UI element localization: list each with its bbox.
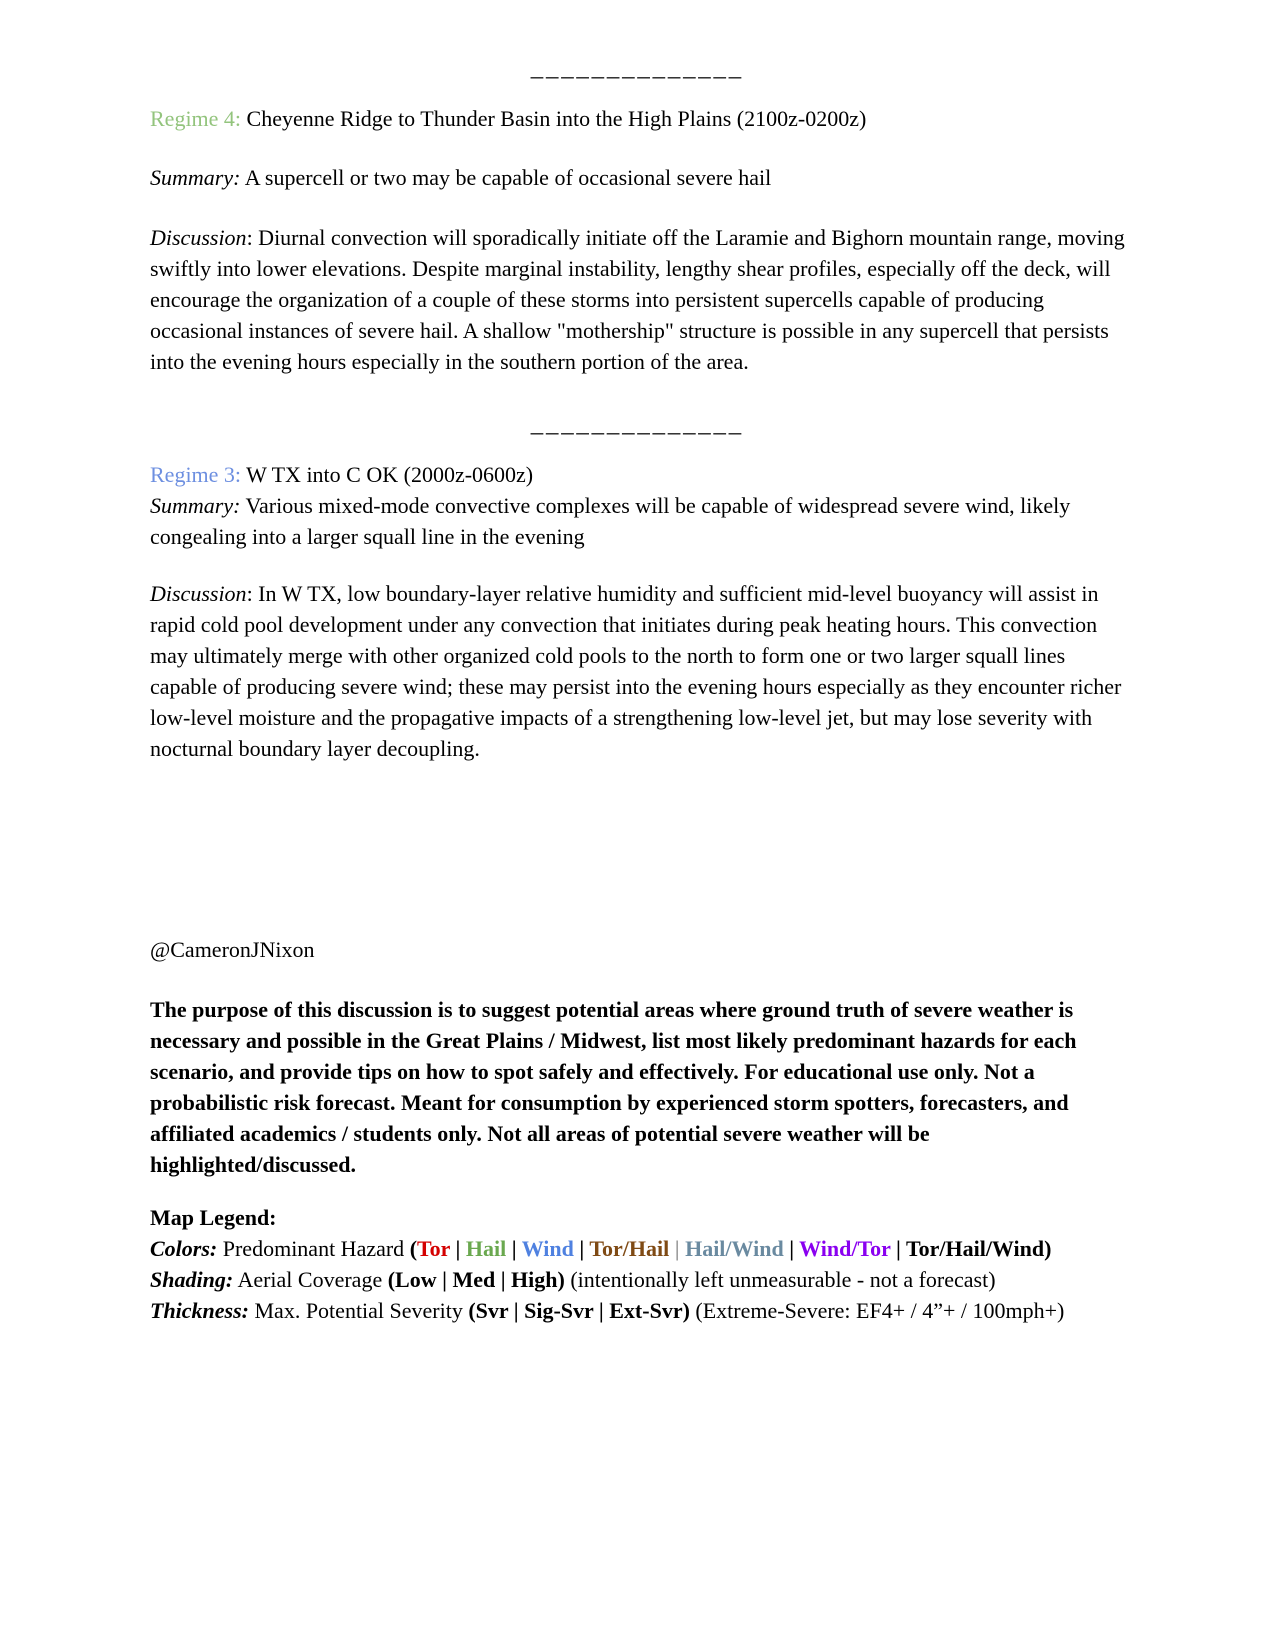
legend-thickness-note: (Extreme-Severe: EF4+ / 4”+ / 100mph+) xyxy=(689,1298,1065,1323)
legend-tor: Tor xyxy=(417,1236,451,1261)
legend-title: Map Legend: xyxy=(150,1205,277,1230)
legend-shading-values: (Low | Med | High) xyxy=(387,1267,565,1292)
regime4-heading xyxy=(150,103,1130,134)
disclaimer: The purpose of this discussion is to suggest potential areas where ground truth of severe weather is necessary and possible in the Great Plains / Midwest, list most likely predominant hazards for each scenario, and provide tips on how to spot safely and effectively. For educational use only. Not a probabilistic risk forecast. Meant for consumption by experienced storm spotters, forecasters, and affiliated academics / students only. Not all areas of potential severe weather will be highlighted/discussed. xyxy=(150,997,1077,1177)
legend-open-paren: ( xyxy=(409,1236,418,1261)
regime4-discussion-text: : Diurnal convection will sporadically initiate off the Laramie and Bighorn mountain range, moving swiftly into lower elevations. Despite marginal instability, lengthy shear profiles, especially off the deck, will encourage the organization of a couple of these storms into persistent supercells capable of producing occasional instances of severe hail. A shallow "mothership" structure is possible in any supercell that persists into the evening hours especially in the southern portion of the area. xyxy=(150,225,1125,374)
legend-shading-label: Shading: xyxy=(150,1267,234,1292)
map-legend xyxy=(150,1202,1130,1326)
section-divider: ______________ xyxy=(530,54,745,79)
legend-sep: | xyxy=(669,1236,686,1261)
regime4-label: Regime 4: xyxy=(150,106,242,131)
legend-shading-text: Aerial Coverage xyxy=(233,1267,388,1292)
legend-wind-tor: Wind/Tor xyxy=(799,1236,891,1261)
legend-hail: Hail xyxy=(465,1236,507,1261)
legend-sep: | xyxy=(573,1236,590,1261)
legend-sep: | xyxy=(506,1236,522,1261)
legend-shading-row xyxy=(150,1264,1130,1295)
legend-thickness-text: Max. Potential Severity xyxy=(249,1298,469,1323)
regime4-discussion-label: Discussion xyxy=(150,225,247,250)
regime3-title: W TX into C OK (2000z-0600z) xyxy=(241,462,534,487)
legend-sep: | xyxy=(890,1236,906,1261)
regime3-heading xyxy=(150,459,1130,552)
regime4-title: Cheyenne Ridge to Thunder Basin into the High Plains (2100z-0200z) xyxy=(241,106,867,131)
regime4-summary-text: A supercell or two may be capable of occasional severe hail xyxy=(240,165,772,190)
regime4-summary-label: Summary: xyxy=(150,165,241,190)
legend-colors-row xyxy=(150,1233,1130,1264)
legend-colors-text: Predominant Hazard xyxy=(217,1236,410,1261)
regime3-discussion-text: : In W TX, low boundary-layer relative humidity and sufficient mid-level buoyancy will assist in rapid cold pool development under any convection that initiates during peak heating hours. This convection may ultimately merge with other organized cold pools to the north to form one or two larger squall lines capable of producing severe wind; these may persist into the evening hours especially as they encounter richer low-level moisture and the propagative impacts of a strengthening low-level jet, but may lose severity with nocturnal boundary layer decoupling. xyxy=(150,581,1122,761)
legend-thickness-label: Thickness: xyxy=(150,1298,249,1323)
legend-wind: Wind xyxy=(521,1236,574,1261)
regime3-summary-text: Various mixed-mode convective complexes will be capable of widespread severe wind, likely congealing into a larger squall line in the evening xyxy=(150,493,1071,549)
section-divider: ______________ xyxy=(530,410,745,435)
legend-thickness-row xyxy=(150,1295,1130,1326)
legend-sep: | xyxy=(783,1236,800,1261)
legend-tor-hail-wind: Tor/Hail/Wind) xyxy=(905,1236,1052,1261)
legend-thickness-values: (Svr | Sig-Svr | Ext-Svr) xyxy=(468,1298,690,1323)
regime4-summary xyxy=(150,162,1130,193)
regime3-discussion xyxy=(150,578,1130,764)
regime4-discussion xyxy=(150,222,1130,377)
legend-shading-note: (intentionally left unmeasurable - not a forecast) xyxy=(564,1267,996,1292)
legend-tor-hail: Tor/Hail xyxy=(589,1236,670,1261)
author-handle: @CameronJNixon xyxy=(150,937,315,962)
regime3-summary-label: Summary: xyxy=(150,493,241,518)
legend-colors-label: Colors: xyxy=(150,1236,218,1261)
regime3-label: Regime 3: xyxy=(150,462,242,487)
legend-sep: | xyxy=(450,1236,466,1261)
regime3-discussion-label: Discussion xyxy=(150,581,247,606)
legend-hail-wind: Hail/Wind xyxy=(685,1236,784,1261)
